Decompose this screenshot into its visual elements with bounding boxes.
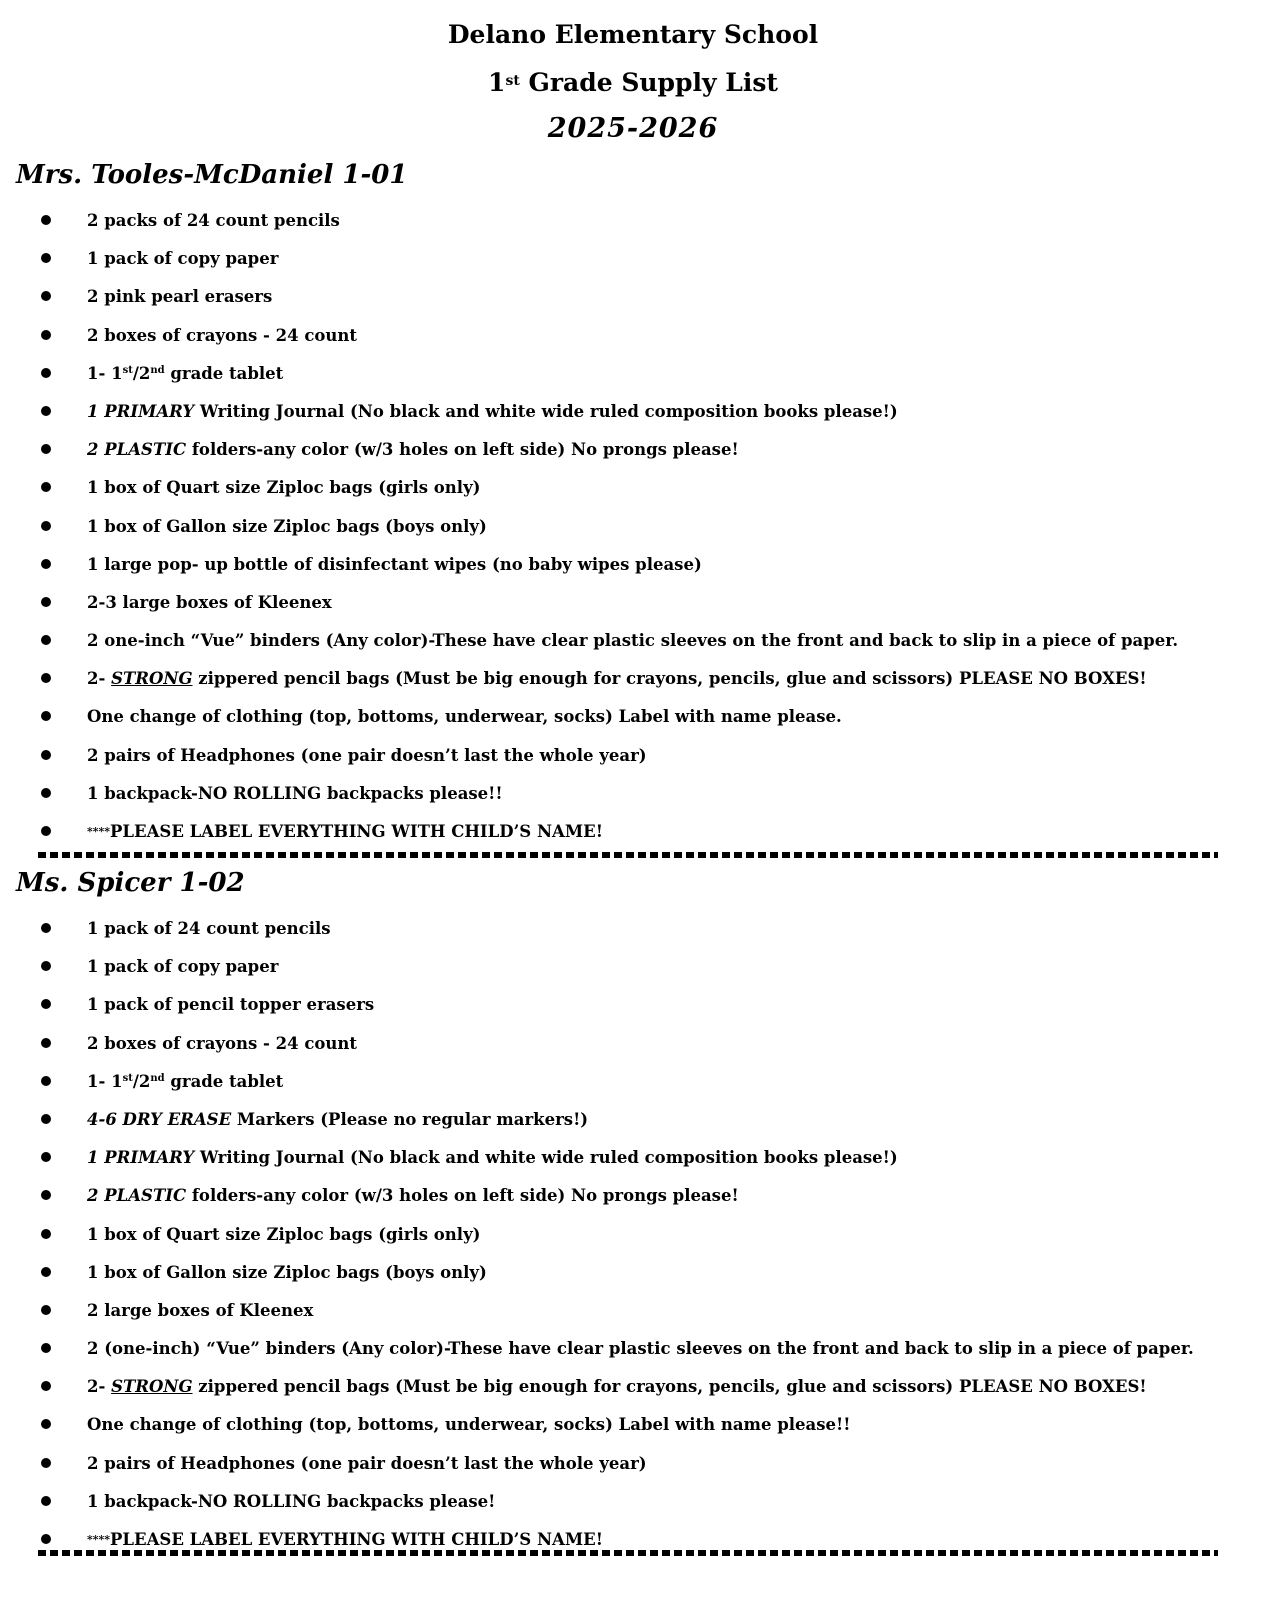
grade-number: 1 — [488, 68, 506, 97]
bullet-icon — [41, 750, 51, 760]
emphasis-text: 4-6 DRY ERASE — [87, 1109, 232, 1129]
school-name: Delano Elementary School — [447, 20, 819, 49]
item-text: 2 packs of 24 count pencils — [87, 211, 340, 230]
item-text: One change of clothing (top, bottoms, underwear, socks) Label with name please. — [87, 707, 842, 727]
item-text — [87, 401, 898, 423]
bullet-icon — [41, 1343, 51, 1353]
bullet-icon — [41, 788, 51, 798]
bullet-icon — [41, 1458, 51, 1468]
item-text: 1 pack of 24 count pencils — [87, 919, 331, 938]
bullet-icon — [41, 1114, 51, 1124]
item-text — [87, 1185, 739, 1207]
dashed-divider — [38, 1550, 1218, 1556]
item-text: 2-3 large boxes of Kleenex — [87, 592, 332, 612]
item-text-part: folders-any color (w/3 holes on left side) No prongs please! — [186, 440, 739, 460]
item-text: 1 backpack-NO ROLLING backpacks please! — [87, 1491, 496, 1511]
item-text: One change of clothing (top, bottoms, underwear, socks) Label with name please!! — [87, 1415, 851, 1435]
underlined-emphasis: STRONG — [111, 1377, 193, 1397]
bullet-icon — [41, 1152, 51, 1162]
item-text-part: Markers (Please no regular markers!) — [231, 1109, 589, 1129]
bullet-icon — [41, 521, 51, 531]
bullet-icon — [41, 1076, 51, 1086]
bullet-icon — [41, 444, 51, 454]
bullet-icon — [41, 215, 51, 225]
item-text — [87, 439, 739, 461]
grade-title-rest: Grade Supply List — [519, 68, 778, 97]
item-text: 1 large pop- up bottle of disinfectant wipes (no baby wipes please) — [87, 554, 702, 574]
item-text — [87, 1071, 283, 1093]
item-text: 1 backpack-NO ROLLING backpacks please!! — [87, 783, 503, 803]
item-text: 1 box of Quart size Ziploc bags (girls only) — [87, 478, 481, 498]
item-text: 1 box of Quart size Ziploc bags (girls only) — [87, 1224, 481, 1244]
emphasis-text: 1 PRIMARY — [87, 401, 195, 421]
item-text-part: /2 — [132, 1071, 151, 1091]
item-text-part: zippered pencil bags (Must be big enough for crayons, pencils, glue and scissors) PLEASE NO BOXES! — [192, 669, 1147, 689]
teacher-heading: Ms. Spicer 1-02 — [16, 868, 245, 898]
item-text — [87, 1529, 603, 1551]
item-text-part: Writing Journal (No black and white wide ruled composition books please!) — [194, 1148, 898, 1168]
item-text: 2 boxes of crayons - 24 count — [87, 1033, 358, 1053]
item-text: 2 boxes of crayons - 24 count — [87, 325, 358, 345]
bullet-icon — [41, 368, 51, 378]
item-text: 1 box of Gallon size Ziploc bags (boys only) — [87, 1262, 487, 1282]
bullet-icon — [41, 1305, 51, 1315]
item-text: 2 large boxes of Kleenex — [87, 1300, 314, 1320]
item-text-part: 1- 1 — [87, 1071, 123, 1091]
dashed-divider — [38, 852, 1218, 858]
item-text-part: PLEASE LABEL EVERYTHING WITH CHILD’S NAME! — [110, 822, 603, 841]
item-text: 2 pairs of Headphones (one pair doesn’t last the whole year) — [87, 1453, 647, 1473]
bullet-icon — [41, 597, 51, 607]
teacher-heading: Mrs. Tooles-McDaniel 1-01 — [16, 160, 408, 190]
item-text-part: zippered pencil bags (Must be big enough for crayons, pencils, glue and scissors) PLEASE NO BOXES! — [192, 1377, 1147, 1397]
item-text-part: folders-any color (w/3 holes on left side) No prongs please! — [186, 1186, 739, 1206]
asterisks: **** — [87, 1533, 111, 1546]
bullet-icon — [41, 482, 51, 492]
bullet-icon — [41, 291, 51, 301]
bullet-icon — [41, 711, 51, 721]
bullet-icon — [41, 923, 51, 933]
item-text-part: 2- — [87, 669, 112, 689]
bullet-icon — [41, 406, 51, 416]
grade-suffix: st — [505, 73, 520, 89]
item-text-part: PLEASE LABEL EVERYTHING WITH CHILD’S NAME! — [110, 1530, 603, 1549]
item-text: 1 pack of copy paper — [87, 249, 279, 269]
bullet-icon — [41, 1190, 51, 1200]
item-text — [87, 1109, 588, 1131]
ordinal-suffix: st — [122, 1072, 133, 1084]
ordinal-suffix: st — [122, 364, 133, 376]
item-text-part: grade tablet — [164, 1071, 284, 1091]
item-text: 1 pack of pencil topper erasers — [87, 995, 375, 1015]
emphasis-text: 2 PLASTIC — [87, 440, 187, 460]
list-title — [0, 66, 1266, 100]
school-year: 2025-2026 — [547, 113, 719, 144]
item-text: 2 (one-inch) “Vue” binders (Any color)-These have clear plastic sleeves on the front and back to slip in a piece of paper. — [87, 1339, 1194, 1359]
ordinal-suffix: nd — [150, 364, 165, 376]
bullet-icon — [41, 1496, 51, 1506]
item-text — [87, 668, 1147, 690]
item-text-part: /2 — [132, 363, 151, 383]
bullet-icon — [41, 1381, 51, 1391]
item-text: 2 pairs of Headphones (one pair doesn’t last the whole year) — [87, 745, 647, 765]
emphasis-text: 2 PLASTIC — [87, 1186, 187, 1206]
asterisks: **** — [87, 825, 111, 838]
bullet-icon — [41, 253, 51, 263]
item-text — [87, 363, 283, 385]
underlined-emphasis: STRONG — [111, 669, 193, 689]
ordinal-suffix: nd — [150, 1072, 165, 1084]
item-text: 1 box of Gallon size Ziploc bags (boys only) — [87, 516, 487, 536]
item-text — [87, 1147, 898, 1169]
bullet-icon — [41, 826, 51, 836]
item-text-part: grade tablet — [164, 363, 284, 383]
bullet-icon — [41, 1229, 51, 1239]
bullet-icon — [41, 1267, 51, 1277]
item-text: 2 pink pearl erasers — [87, 287, 273, 307]
bullet-icon — [41, 961, 51, 971]
bullet-icon — [41, 999, 51, 1009]
bullet-icon — [41, 673, 51, 683]
item-text-part: Writing Journal (No black and white wide ruled composition books please!) — [194, 401, 898, 421]
bullet-icon — [41, 1038, 51, 1048]
bullet-icon — [41, 559, 51, 569]
item-text: 1 pack of copy paper — [87, 957, 279, 977]
item-text — [87, 1376, 1147, 1398]
bullet-icon — [41, 1419, 51, 1429]
item-text: 2 one-inch “Vue” binders (Any color)-These have clear plastic sleeves on the front and back to slip in a piece of paper. — [87, 631, 1179, 651]
item-text-part: 1- 1 — [87, 363, 123, 383]
bullet-icon — [41, 635, 51, 645]
item-text — [87, 821, 603, 843]
bullet-icon — [41, 330, 51, 340]
bullet-icon — [41, 1534, 51, 1544]
emphasis-text: 1 PRIMARY — [87, 1148, 195, 1168]
item-text-part: 2- — [87, 1377, 112, 1397]
